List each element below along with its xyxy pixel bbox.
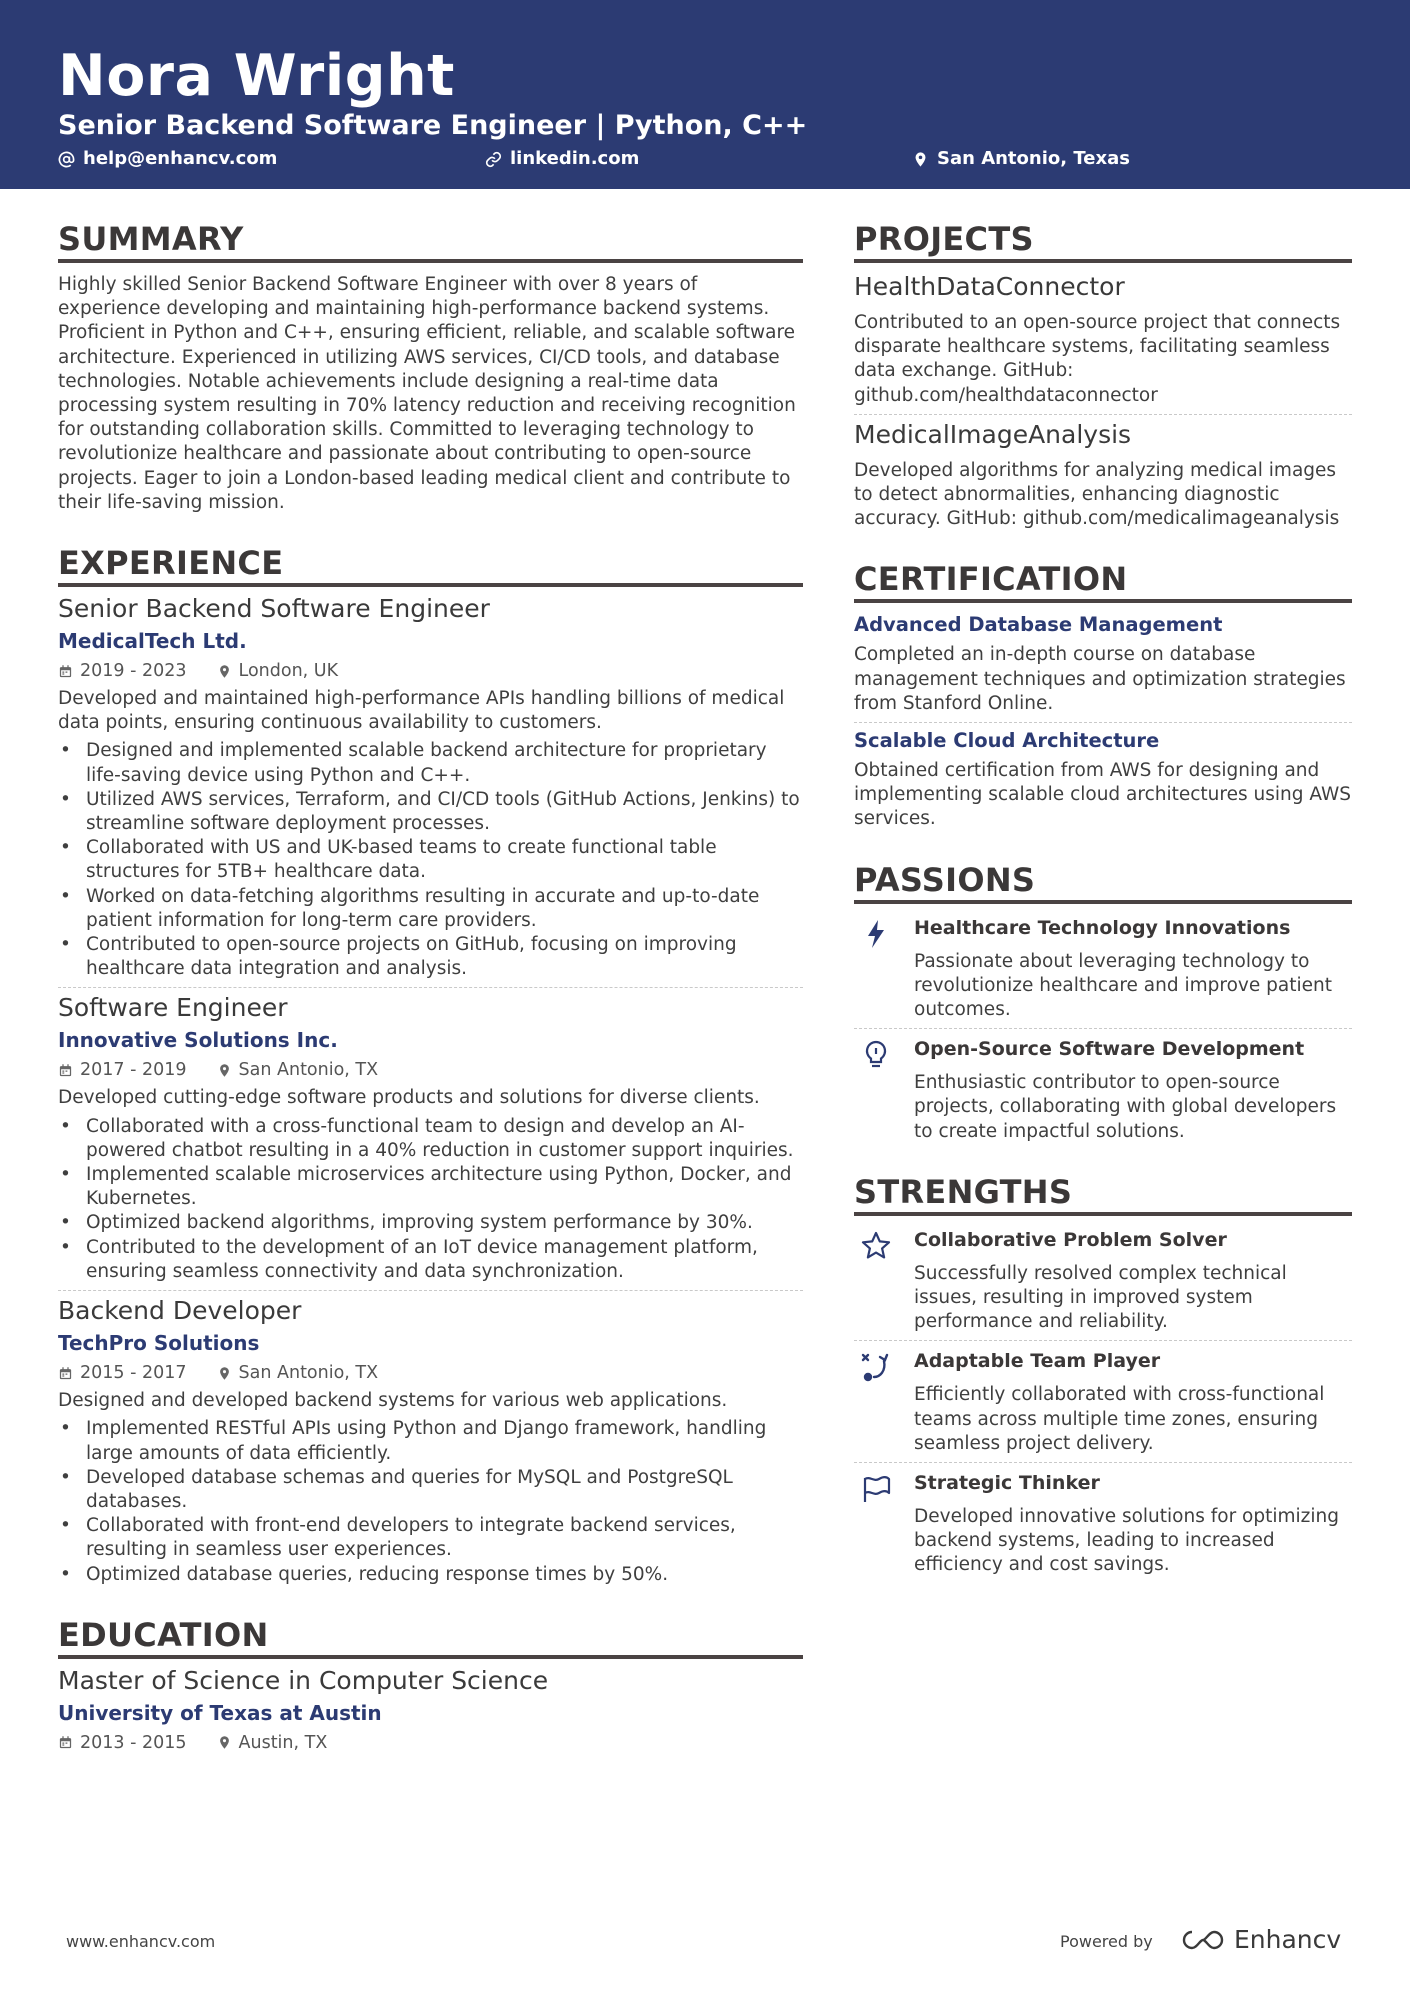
certification-entry <box>854 611 1352 716</box>
experience-section <box>58 543 803 1587</box>
strengths-heading: STRENGTHS <box>854 1172 1352 1216</box>
job-bullet: • Implemented RESTful APIs using Python and Django framework, handling large amounts of data efficiently. <box>58 1417 803 1465</box>
location-pin-icon <box>217 1063 232 1078</box>
certification-entry <box>854 727 1352 832</box>
experience-entry <box>58 1295 803 1587</box>
job-meta <box>58 1361 803 1385</box>
divider <box>854 1462 1352 1463</box>
job-title: Senior Backend Software Engineer <box>58 594 490 624</box>
certification-description: Obtained certification from AWS for designing and implementing scalable cloud architectures using AWS services. <box>854 760 1352 830</box>
job-description: Developed cutting-edge software products and solutions for diverse clients. <box>58 1087 760 1109</box>
contact-email[interactable] <box>58 147 277 171</box>
strength-entry <box>854 1469 1352 1578</box>
strength-description: Efficiently collaborated with cross-functional teams across multiple time zones, ensuring seamless project delivery. <box>914 1384 1325 1454</box>
divider <box>854 1028 1352 1029</box>
experience-entry <box>58 992 803 1284</box>
job-location: San Antonio, TX <box>238 1060 379 1081</box>
link-icon <box>485 151 502 168</box>
passions-heading: PASSIONS <box>854 860 1352 904</box>
job-bullet: • Collaborated with a cross-functional team to design and develop an AI-powered chatbot resulting in a 40% reduction in customer support inquiries. <box>58 1115 803 1163</box>
certification-description: Completed an in-depth course on database management techniques and optimization strategies from Stanford Online. <box>854 644 1346 714</box>
email-text: help@enhancv.com <box>83 148 278 169</box>
location-pin-icon <box>217 664 232 679</box>
flag-icon <box>860 1473 892 1505</box>
projects-heading: PROJECTS <box>854 219 1352 263</box>
strength-entry <box>854 1226 1352 1335</box>
project-entry <box>854 419 1352 532</box>
passions-section <box>854 860 1352 1144</box>
project-description: Contributed to an open-source project that connects disparate healthcare systems, facilitating seamless data exchange. GitHub: github.com/healthdataconnector <box>854 312 1341 406</box>
certification-name: Advanced Database Management <box>854 613 1223 637</box>
job-bullets <box>58 739 803 981</box>
lightbulb-icon <box>860 1039 892 1071</box>
job-bullet: • Collaborated with US and UK-based teams to create functional table structures for 5TB+ healthcare data. <box>58 836 803 884</box>
job-bullets <box>58 1115 803 1284</box>
contact-location <box>912 147 1130 171</box>
education-section <box>58 1615 803 1755</box>
brand-name: Enhancv <box>1234 1925 1342 1954</box>
star-icon <box>860 1230 892 1262</box>
resume-header <box>0 0 1410 189</box>
job-bullet: • Developed database schemas and queries for MySQL and PostgreSQL databases. <box>58 1466 803 1514</box>
divider <box>58 1290 803 1291</box>
contact-linkedin[interactable] <box>485 147 639 171</box>
company-name: TechPro Solutions <box>58 1331 260 1356</box>
education-heading: EDUCATION <box>58 1615 803 1659</box>
right-column <box>854 219 1352 1606</box>
calendar-icon <box>58 1735 73 1750</box>
job-dates: 2017 - 2019 <box>80 1060 187 1081</box>
summary-heading: SUMMARY <box>58 219 803 263</box>
strength-title: Strategic Thinker <box>914 1472 1100 1495</box>
job-bullet: • Contributed to open-source projects on GitHub, focusing on improving healthcare data integration and analysis. <box>58 933 803 981</box>
job-description: Developed and maintained high-performance APIs handling billions of medical data points, ensuring continuous availability to customers. <box>58 688 785 734</box>
passion-title: Open-Source Software Development <box>914 1038 1305 1061</box>
job-title: Backend Developer <box>58 1296 302 1326</box>
job-dates: 2015 - 2017 <box>80 1363 187 1384</box>
strengths-section <box>854 1172 1352 1578</box>
job-meta <box>58 1058 803 1082</box>
strength-description: Developed innovative solutions for optimizing backend systems, leading to increased efficiency and cost savings. <box>914 1506 1339 1576</box>
job-meta <box>58 659 803 683</box>
summary-text: Highly skilled Senior Backend Software Engineer with over 8 years of experience developing and maintaining high-performance backend systems. Proficient in Python and C++, ensuring efficient, reliable, and scalable software architecture. Experienced in utilizing AWS services, CI/CD tools, and database technologies. Notable achievements include designing a real-time data processing system resulting in 70% latency reduction and receiving recognition for outstanding collaboration skills. Committed to leveraging technology to revolutionize healthcare and passionate about contributing to open-source projects. Eager to join a London-based leading medical client and contribute to their life-saving mission. <box>58 274 796 513</box>
footer-website[interactable]: www.enhancv.com <box>66 1932 216 1951</box>
divider <box>854 414 1352 415</box>
job-bullet: • Contributed to the development of an IoT device management platform, ensuring seamless connectivity and data synchronization. <box>58 1236 803 1284</box>
candidate-name: Nora Wright <box>58 43 455 109</box>
location-text: San Antonio, Texas <box>937 148 1130 169</box>
job-bullet: • Worked on data-fetching algorithms resulting in accurate and up-to-date patient information for long-term care providers. <box>58 885 803 933</box>
divider <box>58 987 803 988</box>
job-bullet: • Optimized backend algorithms, improving system performance by 30%. <box>58 1211 803 1235</box>
job-bullet: • Designed and implemented scalable backend architecture for proprietary life-saving device using Python and C++. <box>58 739 803 787</box>
school-name: University of Texas at Austin <box>58 1700 382 1725</box>
certification-section <box>854 559 1352 831</box>
job-bullet: • Implemented scalable microservices architecture using Python, Docker, and Kubernetes. <box>58 1163 803 1211</box>
certification-heading: CERTIFICATION <box>854 559 1352 603</box>
strength-entry <box>854 1347 1352 1456</box>
strength-title: Adaptable Team Player <box>914 1350 1161 1373</box>
job-bullet: • Optimized database queries, reducing response times by 50%. <box>58 1563 803 1587</box>
left-column <box>58 219 803 1783</box>
divider <box>854 1340 1352 1341</box>
location-pin-icon <box>912 151 929 168</box>
location-pin-icon <box>217 1735 232 1750</box>
project-entry <box>854 271 1352 408</box>
job-bullet: • Collaborated with front-end developers to integrate backend services, resulting in seamless user experiences. <box>58 1514 803 1562</box>
strength-title: Collaborative Problem Solver <box>914 1228 1227 1251</box>
job-location: San Antonio, TX <box>238 1363 379 1384</box>
lightning-icon <box>860 918 892 950</box>
location-pin-icon <box>217 1366 232 1381</box>
projects-section <box>854 219 1352 531</box>
calendar-icon <box>58 1366 73 1381</box>
project-name: MedicalImageAnalysis <box>854 419 1132 449</box>
divider <box>854 722 1352 723</box>
passion-description: Enthusiastic contributor to open-source projects, collaborating with global developers to create impactful solutions. <box>914 1072 1337 1142</box>
passion-title: Healthcare Technology Innovations <box>914 916 1291 939</box>
company-name: Innovative Solutions Inc. <box>58 1028 338 1053</box>
job-location: London, UK <box>238 661 339 682</box>
candidate-title: Senior Backend Software Engineer | Python, C++ <box>58 110 808 141</box>
powered-by-label: Powered by <box>1060 1932 1153 1951</box>
education-dates: 2013 - 2015 <box>80 1732 187 1753</box>
experience-heading: EXPERIENCE <box>58 543 803 587</box>
enhancv-logo-icon <box>1180 1928 1226 1952</box>
experience-entry <box>58 593 803 981</box>
job-bullet: • Utilized AWS services, Terraform, and CI/CD tools (GitHub Actions, Jenkins) to streamline software deployment processes. <box>58 788 803 836</box>
at-icon <box>58 151 75 168</box>
certification-name: Scalable Cloud Architecture <box>854 729 1160 753</box>
company-name: MedicalTech Ltd. <box>58 629 247 654</box>
summary-section <box>58 219 803 515</box>
linkedin-text: linkedin.com <box>510 148 640 169</box>
calendar-icon <box>58 1063 73 1078</box>
strategy-icon <box>860 1351 892 1383</box>
passion-description: Passionate about leveraging technology to revolutionize healthcare and improve patient outcomes. <box>914 950 1332 1021</box>
brand-logo[interactable] <box>1180 1925 1341 1954</box>
project-description: Developed algorithms for analyzing medical images to detect abnormalities, enhancing diagnostic accuracy. GitHub: github.com/medicalimageanalysis <box>854 459 1340 530</box>
degree: Master of Science in Computer Science <box>58 1665 549 1695</box>
education-location: Austin, TX <box>238 1732 328 1753</box>
job-dates: 2019 - 2023 <box>80 661 187 682</box>
strength-description: Successfully resolved complex technical issues, resulting in improved system performance and reliability. <box>914 1262 1287 1333</box>
passion-entry <box>854 1035 1352 1144</box>
job-title: Software Engineer <box>58 993 288 1023</box>
calendar-icon <box>58 664 73 679</box>
passion-entry <box>854 914 1352 1023</box>
education-meta <box>58 1731 803 1755</box>
project-name: HealthDataConnector <box>854 272 1125 301</box>
job-bullets <box>58 1417 803 1586</box>
job-description: Designed and developed backend systems for various web applications. <box>58 1390 728 1412</box>
